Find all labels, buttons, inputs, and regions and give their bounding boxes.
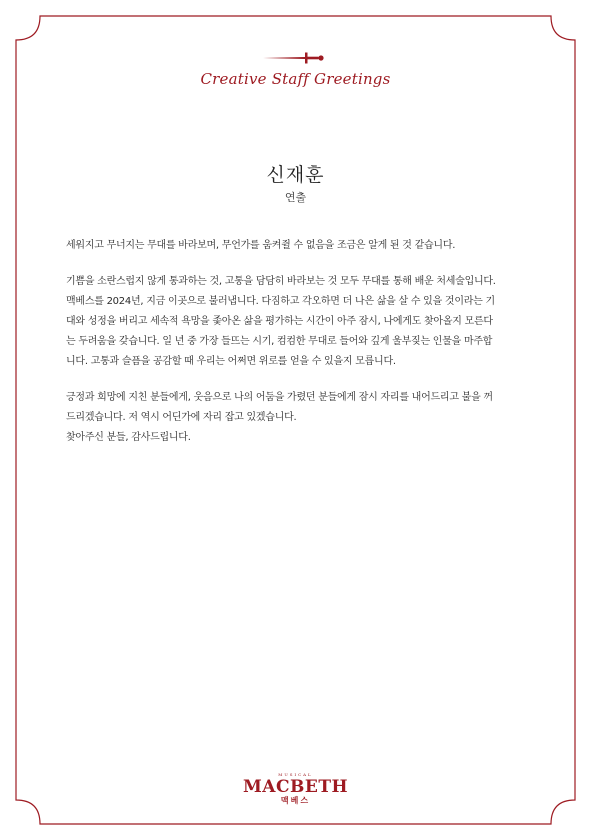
- section-title: Creative Staff Greetings: [200, 70, 391, 88]
- paragraph: 기쁨을 소란스럽지 않게 통과하는 것, 고통을 담담히 바라보는 것 모두 무대를 통해 배운 처세술입니다. 맥베스를 2024년, 지금 이곳으로 불러냅니다. 다짐하고 각오하면 더 나은 삶을 살 수 있을 것이라는 기 대와 성정을 버리고 세속적 욕망을 좇아온 삶을 평가하는 시간이 아주 잠시, 나에게도 찾아올지 모른다 는 두려움을 갖습니다. 일 년 중 가장 들뜨는 시기, 컴컴한 무대로 들어와 깊게 울부짖는 인물을 마주합 니다. 고통과 슬픔을 공감할 때 우리는 어쩌면 위로를 얻을 수 있을지 모릅니다.: [66, 276, 496, 367]
- macbeth-logo: [0, 772, 591, 806]
- staff-name: 신재훈: [266, 164, 325, 186]
- logo-tag: MUSICAL: [278, 772, 313, 777]
- greeting-text: [66, 236, 526, 464]
- paragraph: 긍정과 희망에 지친 분들에게, 웃음으로 나의 어둠을 가렸던 분들에게 잠시 자리를 내어드리고 불을 꺼 드리겠습니다. 저 역시 어딘가에 자리 잡고 있겠습니다. 찾아주신 분들, 감사드립니다.: [66, 392, 493, 443]
- header: [0, 50, 591, 88]
- logo-subtitle: 맥베스: [280, 796, 311, 805]
- staff-role: 연출: [284, 191, 307, 204]
- sword-icon: [261, 50, 331, 66]
- paragraph: 세워지고 무너지는 무대를 바라보며, 무언가를 움켜쥘 수 없음을 조금은 알게 된 것 같습니다.: [66, 240, 456, 251]
- staff-profile: [0, 160, 591, 205]
- logo-wordmark: MACBETH: [242, 777, 349, 797]
